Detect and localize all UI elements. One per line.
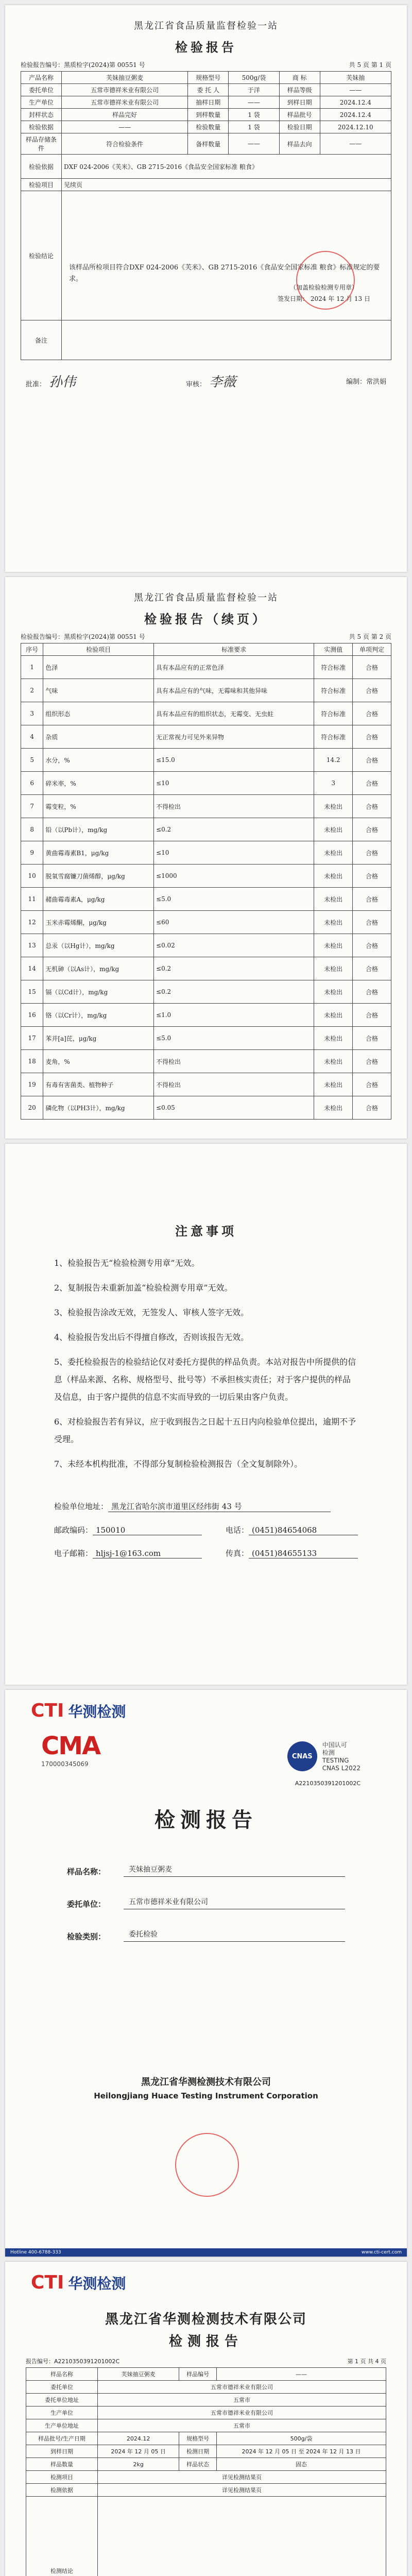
judgement: 合格 (353, 1027, 391, 1050)
summary-label: 检测日期 (179, 2445, 217, 2458)
measured-value: 未检出 (314, 841, 353, 865)
cnas-cn: 中国认可 (322, 1741, 347, 1749)
measured-value: 未检出 (314, 1004, 353, 1027)
summary-page (5, 2262, 407, 2576)
page-title: 检验报告 (175, 40, 237, 55)
summary-value: 五常市德祥米业有限公司 (98, 2381, 386, 2394)
website: www.cti-cert.com (361, 2250, 402, 2255)
page-title: 检验报告（续页） (144, 612, 268, 626)
info-label: 到样日期 (279, 96, 320, 109)
notice-item: 7、未经本机构批准，不得部分复制检验检测报告（全文复制除外）。 (54, 1459, 303, 1469)
requirement: ≤1000 (154, 865, 314, 888)
row-index: 13 (21, 934, 43, 957)
type-label: 检验类别： (67, 1932, 106, 1941)
table-row (21, 980, 391, 1004)
row-index: 1 (21, 656, 43, 679)
measured-value: 符合标准 (314, 656, 353, 679)
summary-row (26, 2497, 386, 2576)
summary-row (26, 2394, 386, 2406)
summary-label: 规格型号 (179, 2432, 217, 2445)
info-value: 2024.12.4 (320, 96, 391, 109)
row-index: 20 (21, 1096, 43, 1120)
page-number: 共 5 页 第 2 页 (349, 633, 391, 640)
summary-label: 检测依据 (26, 2484, 98, 2497)
type-value: 委托检验 (124, 1929, 345, 1942)
report-number: 检验报告编号：黑质检字(2024)第 00551 号 (21, 61, 145, 69)
measured-value: 未检出 (314, 957, 353, 980)
table-row (21, 818, 391, 841)
conclusion-label: 检验结论 (21, 191, 62, 320)
summary-value: 2024.12 (98, 2432, 179, 2445)
table-row (21, 888, 391, 911)
report-number: 检验报告编号：黑质检字(2024)第 00551 号 (21, 633, 145, 640)
requirement: ≤10 (154, 772, 314, 795)
requirement: ≤5.0 (154, 888, 314, 911)
test-item: 铬（以Cr计），mg/kg (43, 1004, 154, 1027)
cma-logo: CMA (41, 1732, 100, 1760)
table-row (21, 1050, 391, 1073)
measured-value: 3 (314, 772, 353, 795)
signature-row (5, 360, 407, 402)
info-label: 商 标 (279, 72, 320, 84)
notice-item: 3、检验报告涂改无效，无签发人、审核人签字无效。 (54, 1308, 249, 1317)
info-value: 符合检验条件 (62, 133, 188, 155)
judgement: 合格 (353, 841, 391, 865)
judgement: 合格 (353, 818, 391, 841)
requirement: 具有本品应有的正常色泽 (154, 656, 314, 679)
measured-value: 未检出 (314, 1073, 353, 1096)
test-item: 霉变粒，% (43, 795, 154, 818)
cti-logo: CTI 华测检测 (31, 2272, 126, 2293)
cma-id: 170000345069 (41, 1760, 89, 1768)
measured-value: 未检出 (314, 934, 353, 957)
judgement: 合格 (353, 749, 391, 772)
stamp-note-text: （加盖检验检测专用章） (290, 284, 358, 291)
summary-row (26, 2381, 386, 2394)
editor-name: 常洪娟 (366, 378, 386, 386)
table-row (21, 911, 391, 934)
cnas-test-en: TESTING (322, 1757, 349, 1764)
editor-label: 编制： (346, 378, 366, 386)
cover-fields (5, 1833, 407, 1992)
test-item: 铅（以Pb计），mg/kg (43, 818, 154, 841)
row-index: 5 (21, 749, 43, 772)
test-item: 玉米赤霉烯酮，μg/kg (43, 911, 154, 934)
info-label: 检验数量 (188, 121, 229, 133)
measured-value: 未检出 (314, 911, 353, 934)
approver-signature: 孙伟 (49, 375, 76, 390)
measured-value: 未检出 (314, 795, 353, 818)
report-page-2 (5, 577, 407, 1139)
requirement: 不得检出 (154, 795, 314, 818)
judgement: 合格 (353, 957, 391, 980)
table-row (21, 772, 391, 795)
requirement: 具有本品应有的气味，无霉味和其他异味 (154, 679, 314, 702)
test-item: 麦角，% (43, 1050, 154, 1073)
info-value: 2024.12.4 (320, 109, 391, 121)
info-label: 规格型号 (188, 72, 229, 84)
measured-value: 未检出 (314, 1027, 353, 1050)
requirement: ≤60 (154, 911, 314, 934)
test-item: 无机砷（以As计），mg/kg (43, 957, 154, 980)
reviewer-label: 审核： (185, 381, 206, 388)
measured-value: 符合标准 (314, 679, 353, 702)
requirement: ≤0.2 (154, 980, 314, 1004)
cover-org-cn: 黑龙江省华测检测技术有限公司 (141, 2077, 271, 2088)
summary-row (26, 2419, 386, 2432)
row-index: 8 (21, 818, 43, 841)
sign-date: 签发日期： 2024 年 12 月 13 日 (278, 295, 370, 302)
tel-label: 电话： (225, 1526, 249, 1535)
info-label: 样品等级 (279, 84, 320, 96)
judgement: 合格 (353, 725, 391, 749)
table-row (21, 865, 391, 888)
summary-value: 详见检测结果页 (98, 2471, 386, 2484)
test-item: 杂质 (43, 725, 154, 749)
summary-label: 生产单位 (26, 2406, 98, 2419)
cti-logo: CTI 华测检测 (31, 1700, 126, 1721)
info-value: 芙妹抽豆粥麦 (62, 72, 188, 84)
table-row (21, 1004, 391, 1027)
summary-value: 固态 (217, 2458, 386, 2471)
info-row (21, 109, 391, 121)
org-name: 黑龙江省食品质量监督检验一站 (134, 592, 278, 603)
info-row (21, 133, 391, 155)
summary-value: 五常市德祥米业有限公司 (98, 2406, 386, 2419)
basis-label: 检验依据 (21, 155, 62, 179)
test-item: 总汞（以Hg计），mg/kg (43, 934, 154, 957)
table-row (21, 749, 391, 772)
cnas-mark (287, 1741, 360, 1772)
test-item: 黄曲霉毒素B1，μg/kg (43, 841, 154, 865)
fax-value: (0451)84655133 (249, 1549, 358, 1558)
notice-item: 4、检验报告发出后不得擅自修改，否则该报告无效。 (54, 1332, 249, 1342)
requirement: 具有本品应有的组织状态，无霉变、无虫蛀 (154, 702, 314, 725)
column-header: 实测值 (314, 643, 353, 656)
summary-row (26, 2368, 386, 2381)
approver-label: 批准： (26, 381, 46, 388)
report-number: 报告编号：A2210350391201002C (26, 2358, 120, 2365)
notice-item: 5、委托检验报告的检验结论仅对委托方提供的样品负责。本站对报告中所提供的信息（样品来源、名称、规格型号、批号等）不承担核实责任；对于客户提供的样品及信息，由于客户提供的信息不实而导致的一切后果由客户负责。 (54, 1357, 356, 1402)
info-value: —— (229, 96, 279, 109)
info-row (21, 84, 391, 96)
test-item: 脱氧雪腐镰刀菌烯醇，μg/kg (43, 865, 154, 888)
requirement: ≤15.0 (154, 749, 314, 772)
info-value: 500g/袋 (229, 72, 279, 84)
info-value: 1 袋 (229, 109, 279, 121)
info-label: 备样数量 (188, 133, 229, 155)
row-index: 7 (21, 795, 43, 818)
contacts (5, 1480, 407, 1591)
notice-title: 注意事项 (175, 1224, 237, 1239)
red-seal (296, 251, 355, 310)
row-index: 2 (21, 679, 43, 702)
address-label: 检验单位地址： (54, 1502, 109, 1511)
row-index: 14 (21, 957, 43, 980)
summary-label: 到样日期 (26, 2445, 98, 2458)
table-row (21, 934, 391, 957)
measured-value: 未检出 (314, 865, 353, 888)
judgement: 合格 (353, 1073, 391, 1096)
table-row (21, 841, 391, 865)
info-value: 五常市德祥米业有限公司 (62, 84, 188, 96)
page-title: 检测报告 (168, 2334, 243, 2349)
table-row (21, 679, 391, 702)
info-label: 样品去向 (279, 133, 320, 155)
notice-page (5, 1144, 407, 1685)
table-row (21, 725, 391, 749)
requirement: 不得检出 (154, 1073, 314, 1096)
summary-row (26, 2406, 386, 2419)
info-value: —— (229, 133, 279, 155)
info-label: 样品批号 (279, 109, 320, 121)
column-header: 序号 (21, 643, 43, 656)
notice-item: 1、检验报告无“检验检测专用章”无效。 (54, 1258, 200, 1268)
info-row (21, 96, 391, 109)
measured-value: 未检出 (314, 1050, 353, 1073)
cover-page (5, 1690, 407, 2257)
cnas-logo: CNAS (287, 1741, 317, 1771)
info-value: —— (320, 133, 391, 155)
judgement: 合格 (353, 679, 391, 702)
page-number: 第 1 页 共 4 页 (347, 2358, 386, 2365)
cover-report-number: A2210350391201002C (295, 1780, 360, 1787)
summary-label: 样品编号 (179, 2368, 217, 2381)
sample-label: 样品名称： (67, 1867, 106, 1876)
table-row (21, 1096, 391, 1120)
zip-value: 150010 (93, 1526, 202, 1535)
summary-row (26, 2458, 386, 2471)
conclusion-text: 该样品所检项目符合DXF 024-2006《芙米》、GB 2715-2016《食品安全国家标准 粮食》标准规定的要求。 (69, 264, 380, 283)
info-value: 芙妹抽 (320, 72, 391, 84)
summary-label: 生产单位地址 (26, 2419, 98, 2432)
notice-item: 6、对检验报告若有异议，应于收到报告之日起十五日内向检验单位提出，逾期不予受理。 (54, 1417, 356, 1444)
client-value: 五常市德祥米业有限公司 (124, 1896, 345, 1909)
row-index: 16 (21, 1004, 43, 1027)
zip-label: 邮政编码： (54, 1526, 93, 1535)
test-item: 磷化物（以PH3计），mg/kg (43, 1096, 154, 1120)
judgement: 合格 (353, 980, 391, 1004)
summary-label: 检测结论 (26, 2497, 98, 2576)
column-header: 单项判定 (353, 643, 391, 656)
summary-label: 样品名称 (26, 2368, 98, 2381)
row-index: 4 (21, 725, 43, 749)
reviewer-signature: 李薇 (209, 375, 236, 390)
test-item: 有毒有害菌类、植物种子 (43, 1073, 154, 1096)
table-row (21, 957, 391, 980)
items-label: 检验项目 (21, 179, 62, 191)
judgement: 合格 (353, 1004, 391, 1027)
info-label: 检验日期 (279, 121, 320, 133)
judgement: 合格 (353, 795, 391, 818)
row-index: 18 (21, 1050, 43, 1073)
notice-list (5, 1239, 407, 1473)
row-index: 19 (21, 1073, 43, 1096)
row-index: 11 (21, 888, 43, 911)
summary-row (26, 2445, 386, 2458)
red-seal (175, 2133, 239, 2197)
requirement: ≤0.05 (154, 1096, 314, 1120)
items-value: 见续页 (62, 179, 391, 191)
column-header: 标准要求 (154, 643, 314, 656)
measured-value: 符合标准 (314, 702, 353, 725)
summary-value: 五常市 (98, 2394, 386, 2406)
table-row (21, 1073, 391, 1096)
org-name: 黑龙江省华测检测技术有限公司 (105, 2312, 307, 2327)
row-index: 6 (21, 772, 43, 795)
email-value: hljsj-1@163.com (93, 1549, 202, 1558)
info-label: 产品名称 (21, 72, 62, 84)
tel-value: (0451)84654068 (249, 1526, 358, 1535)
summary-value: 五常市 (98, 2419, 386, 2432)
measured-value: 符合标准 (314, 725, 353, 749)
summary-label: 委托单位 (26, 2381, 98, 2394)
summary-value: 芙妹抽豆粥麦 (98, 2368, 179, 2381)
test-item: 苯并[a]芘，μg/kg (43, 1027, 154, 1050)
info-label: 到样数量 (188, 109, 229, 121)
measured-value: 未检出 (314, 818, 353, 841)
fax-label: 传真： (225, 1549, 249, 1558)
requirement: 无正常视力可见外来异物 (154, 725, 314, 749)
table-row (21, 702, 391, 725)
info-label: 委托单位 (21, 84, 62, 96)
info-label: 封样状态 (21, 109, 62, 121)
test-item: 气味 (43, 679, 154, 702)
column-header: 检验项目 (43, 643, 154, 656)
info-value: 五常市德祥米业有限公司 (62, 96, 188, 109)
test-item: 色泽 (43, 656, 154, 679)
summary-value: 2kg (98, 2458, 179, 2471)
page-number: 共 5 页 第 1 页 (349, 61, 391, 69)
test-item: 组织形态 (43, 702, 154, 725)
table-row (21, 656, 391, 679)
summary-value: 2024 年 12 月 05 日 至 2024 年 12 月 13 日 (217, 2445, 386, 2458)
client-label: 委托单位： (67, 1900, 106, 1909)
summary-value: 2024 年 12 月 05 日 (98, 2445, 179, 2458)
cover-title: 检测报告 (154, 1808, 258, 1832)
requirement: ≤5.0 (154, 1027, 314, 1050)
table-row (21, 1027, 391, 1050)
requirement: ≤10 (154, 841, 314, 865)
judgement: 合格 (353, 772, 391, 795)
row-index: 10 (21, 865, 43, 888)
row-index: 12 (21, 911, 43, 934)
requirement: 不得检出 (154, 1050, 314, 1073)
info-label: 检验依据 (21, 121, 62, 133)
results-table (21, 643, 391, 1120)
remark-label: 备注 (21, 320, 62, 360)
notice-item: 2、复制报告未重新加盖“检验检测专用章”无效。 (54, 1283, 233, 1293)
summary-row (26, 2471, 386, 2484)
conclusion-cell (62, 191, 391, 320)
summary-value: 详见检测结果页 (98, 2484, 386, 2497)
measured-value: 未检出 (314, 980, 353, 1004)
info-value: 2024.12.10 (320, 121, 391, 133)
test-item: 碎米率，% (43, 772, 154, 795)
info-value: —— (62, 121, 188, 133)
requirement: ≤1.0 (154, 1004, 314, 1027)
cnas-test-cn: 检测 (322, 1749, 335, 1756)
summary-label: 委托单位地址 (26, 2394, 98, 2406)
cnas-number: CNAS L2022 (322, 1765, 360, 1772)
judgement: 合格 (353, 656, 391, 679)
summary-label: 样品数量 (26, 2458, 98, 2471)
measured-value: 未检出 (314, 1096, 353, 1120)
info-value: 于洋 (229, 84, 279, 96)
info-table (21, 71, 391, 360)
info-row (21, 121, 391, 133)
org-name: 黑龙江省食品质量监督检验一站 (134, 21, 278, 31)
summary-value: 500g/袋 (217, 2432, 386, 2445)
cover-org-en: Heilongjiang Huace Testing Instrument Corporation (94, 2091, 318, 2100)
remark-value (62, 320, 391, 360)
summary-label: 样品批号/生产日期 (26, 2432, 98, 2445)
summary-label: 检测项目 (26, 2471, 98, 2484)
table-row (21, 795, 391, 818)
row-index: 17 (21, 1027, 43, 1050)
info-label: 抽样日期 (188, 96, 229, 109)
judgement: 合格 (353, 1050, 391, 1073)
requirement: ≤0.2 (154, 818, 314, 841)
summary-row (26, 2432, 386, 2445)
info-label: 生产单位 (21, 96, 62, 109)
judgement: 合格 (353, 934, 391, 957)
info-label: 委 托 人 (188, 84, 229, 96)
test-item: 水分，% (43, 749, 154, 772)
summary-value (98, 2497, 386, 2576)
test-item: 镉（以Cd计），mg/kg (43, 980, 154, 1004)
info-value: 1 袋 (229, 121, 279, 133)
judgement: 合格 (353, 702, 391, 725)
info-value: 样品完好 (62, 109, 188, 121)
judgement: 合格 (353, 888, 391, 911)
report-page-1 (5, 5, 407, 572)
info-value: —— (320, 84, 391, 96)
judgement: 合格 (353, 911, 391, 934)
footer-bar (5, 2248, 407, 2257)
judgement: 合格 (353, 865, 391, 888)
info-row (21, 72, 391, 84)
test-item: 赭曲霉毒素A，μg/kg (43, 888, 154, 911)
row-index: 15 (21, 980, 43, 1004)
requirement: ≤0.02 (154, 934, 314, 957)
basis-value: DXF 024-2006《芙米》、GB 2715-2016《食品安全国家标准 粮食》 (62, 155, 391, 179)
row-index: 9 (21, 841, 43, 865)
judgement: 合格 (353, 1096, 391, 1120)
measured-value: 未检出 (314, 888, 353, 911)
info-label: 样品存储条件 (21, 133, 62, 155)
summary-table (26, 2367, 386, 2576)
row-index: 3 (21, 702, 43, 725)
summary-row (26, 2484, 386, 2497)
hotline: Hotline 400-6788-333 (10, 2250, 61, 2255)
summary-label: 样品状态 (179, 2458, 217, 2471)
address-value: 黑龙江省哈尔滨市道里区经纬街 43 号 (108, 1501, 331, 1512)
measured-value: 14.2 (314, 749, 353, 772)
sample-value: 芙妹抽豆粥麦 (124, 1864, 345, 1877)
email-label: 电子邮箱： (54, 1549, 93, 1558)
summary-value: —— (217, 2368, 386, 2381)
requirement: ≤0.2 (154, 957, 314, 980)
